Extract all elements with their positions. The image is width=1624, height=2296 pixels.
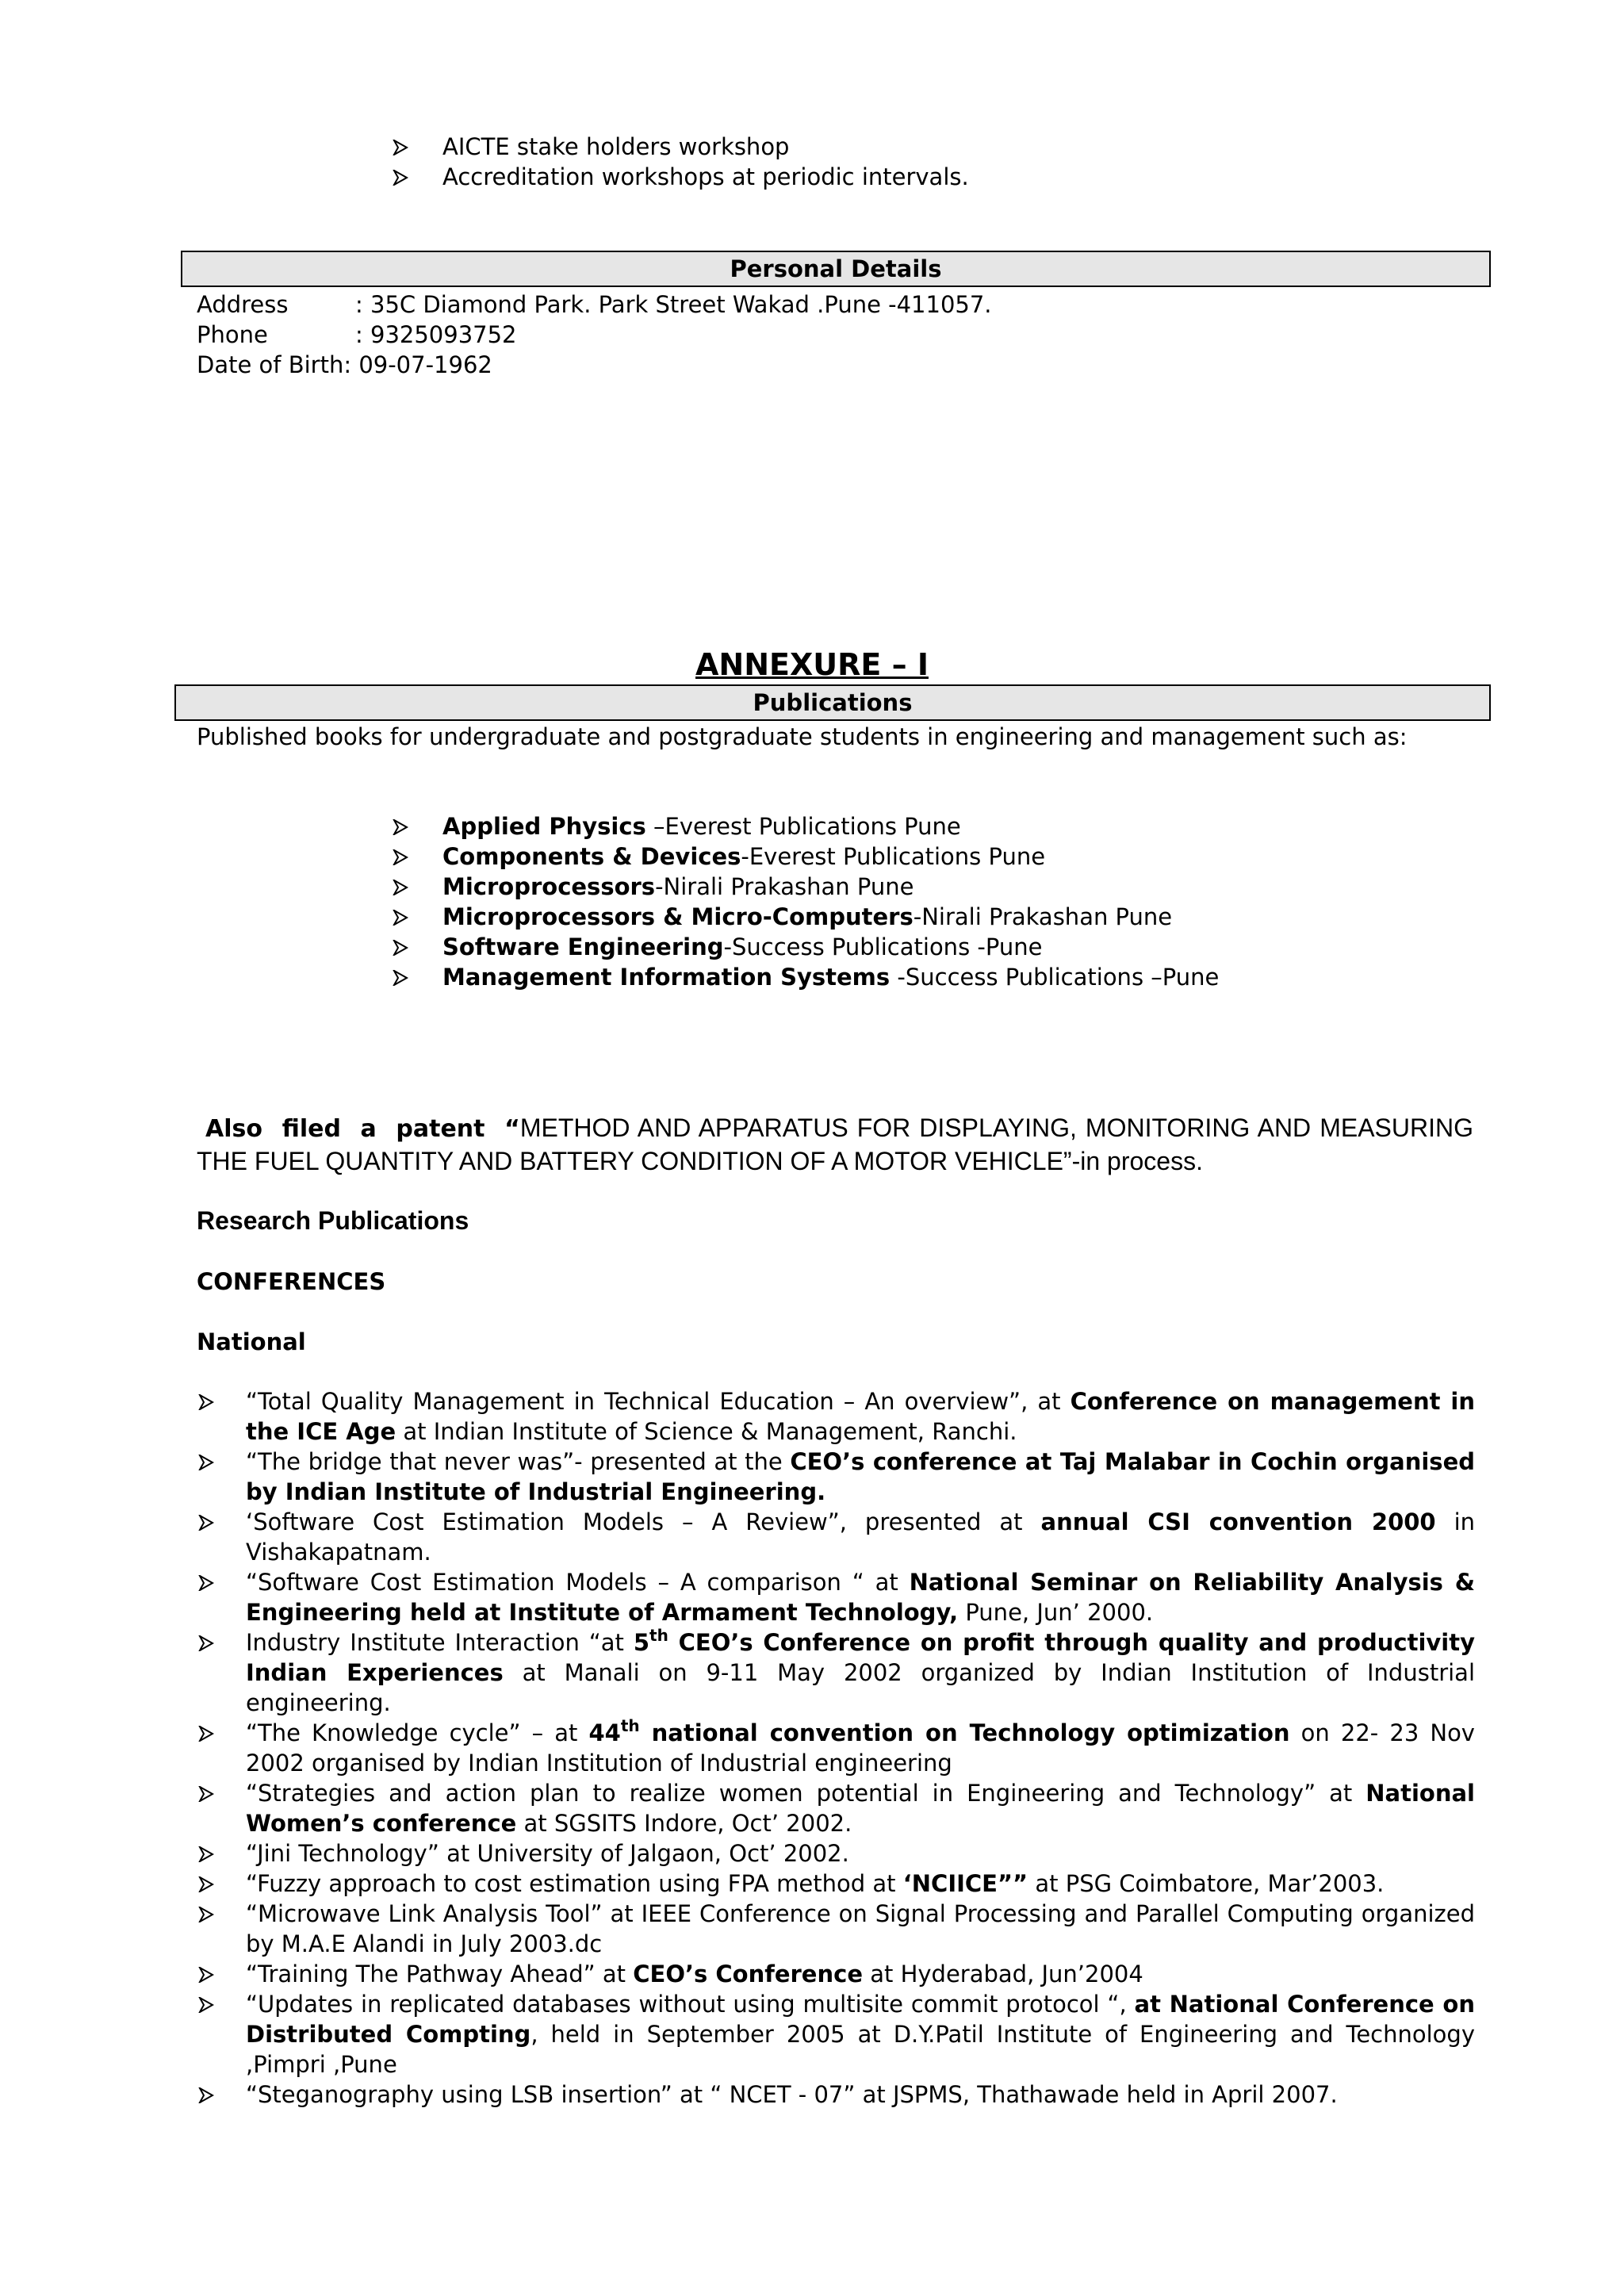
list-item [197, 1778, 1475, 1838]
arrow-bullet-icon [393, 940, 408, 956]
book-list [393, 811, 1503, 992]
arrow-bullet-icon [198, 1635, 214, 1651]
arrow-bullet-icon [198, 1394, 214, 1410]
conf-text: ‘Software Cost Estimation Models – A Review”, presented at [246, 1508, 1041, 1535]
ordinal-suffix: th [620, 1716, 640, 1735]
arrow-bullet-icon [393, 970, 408, 986]
conf-text: at Hyderabad, Jun’2004 [862, 1961, 1143, 1987]
arrow-bullet-icon [198, 1876, 214, 1892]
book-publisher: -Success Publications -Pune [723, 933, 1043, 960]
list-item [197, 1899, 1475, 1959]
annexure-title: ANNEXURE – I [695, 647, 929, 682]
conf-text: “The Knowledge cycle” – at [246, 1719, 589, 1746]
conf-text: , held in September 2005 at D.Y.Patil Institute of Engineering and Technology ,Pimpri ,Pune [246, 2021, 1475, 2078]
list-item [393, 841, 1503, 872]
conf-text: at SGSITS Indore, Oct’ 2002. [516, 1810, 852, 1837]
personal-details-heading: Personal Details [181, 251, 1491, 287]
phone-value: : 9325093752 [355, 321, 517, 348]
list-item [197, 1507, 1475, 1567]
dob-value: Date of Birth: 09-07-1962 [197, 351, 492, 378]
ordinal-suffix: th [649, 1626, 668, 1645]
dob-row [197, 350, 992, 380]
list-item [197, 1869, 1475, 1899]
conference-list [197, 1386, 1475, 2110]
list-item [393, 132, 1503, 162]
book-title: Microprocessors & Micro-Computers [442, 903, 914, 930]
list-item [197, 1959, 1475, 1989]
conf-bold: CEO’s Conference on profit through quality and productivity Indian Experiences [246, 1629, 1476, 1686]
conf-text: “The bridge that never was”- presented at the [246, 1448, 791, 1475]
book-publisher: -Success Publications –Pune [890, 964, 1220, 991]
conf-text: “Strategies and action plan to realize women potential in Engineering and Technology” at [246, 1780, 1366, 1807]
phone-row [197, 320, 992, 350]
conf-bold: ‘NCIICE”” [902, 1870, 1028, 1897]
conf-text: at Indian Institute of Science & Management, Ranchi. [396, 1418, 1017, 1445]
list-item [393, 162, 1503, 192]
conf-text: in Vishakapatnam. [246, 1508, 1476, 1566]
arrow-bullet-icon [198, 1967, 214, 1983]
list-item [393, 902, 1503, 932]
book-publisher: -Nirali Prakashan Pune [655, 873, 914, 900]
arrow-bullet-icon [393, 880, 408, 895]
conf-text: “Steganography using LSB insertion” at “ NCET - 07” at JSPMS, Thathawade held in April 2007. [246, 2081, 1338, 2108]
book-title: Applied Physics [442, 813, 646, 840]
list-item [197, 1447, 1475, 1507]
national-heading: National [197, 1328, 306, 1355]
list-item [197, 1718, 1475, 1778]
conf-text: at Manali on 9-11 May 2002 organized by Indian Institution of Industrial engineering. [246, 1659, 1475, 1716]
address-value: : 35C Diamond Park. Park Street Wakad .Pune -411057. [355, 291, 992, 318]
list-item [197, 1567, 1475, 1627]
conf-text: “Jini Technology” at University of Jalgaon, Oct’ 2002. [246, 1840, 849, 1867]
personal-details [197, 289, 992, 380]
conf-text: “Software Cost Estimation Models – A comparison “ at [246, 1569, 910, 1596]
conf-text: Pune, Jun’ 2000. [958, 1599, 1154, 1626]
book-title: Software Engineering [442, 933, 724, 960]
list-item [393, 872, 1503, 902]
conf-text: “Fuzzy approach to cost estimation using FPA method at [246, 1870, 903, 1897]
conferences-heading: CONFERENCES [197, 1268, 386, 1295]
conf-bold: 44 [588, 1719, 621, 1746]
conf-bold: CEO’s Conference [633, 1961, 863, 1987]
list-item [197, 1838, 1475, 1869]
arrow-bullet-icon [198, 1515, 214, 1531]
conf-bold: Conference on management in the ICE Age [246, 1388, 1475, 1445]
conf-bold: National Seminar on Reliability Analysis & Engineering held at Institute of Armament Technology, [246, 1569, 1475, 1626]
list-item [393, 811, 1503, 841]
conf-bold: national convention on Technology optimization [639, 1719, 1290, 1746]
conf-text: “Microwave Link Analysis Tool” at IEEE Conference on Signal Processing and Parallel Computing organized by M.A.E Alandi in July 2003.dc [246, 1900, 1475, 1957]
arrow-bullet-icon [393, 819, 408, 835]
conf-text: on 22- 23 Nov 2002 organised by Indian Institution of Industrial engineering [246, 1719, 1475, 1777]
publications-intro: Published books for undergraduate and postgraduate students in engineering and management such as: [197, 723, 1408, 750]
arrow-bullet-icon [393, 170, 408, 186]
conf-text: “Updates in replicated databases without using multisite commit protocol “, [246, 1991, 1135, 2018]
conf-bold: at National Conference on Distributed Compting [246, 1991, 1475, 2048]
book-title: Components & Devices [442, 843, 741, 870]
book-publisher: -Nirali Prakashan Pune [913, 903, 1173, 930]
patent-paragraph [197, 1112, 1473, 1177]
conf-bold: CEO’s conference at Taj Malabar in Cochin organised by Indian Institute of Industrial Engineering. [246, 1448, 1475, 1505]
bullet-text: AICTE stake holders workshop [442, 133, 790, 160]
patent-lead: Also filed a patent “ [205, 1115, 520, 1143]
conf-text: at PSG Coimbatore, Mar’2003. [1028, 1870, 1385, 1897]
publications-heading: Publications [174, 684, 1491, 721]
bullet-text: Accreditation workshops at periodic intervals. [442, 163, 969, 190]
list-item [393, 962, 1503, 992]
conf-text: Industry Institute Interaction “at [246, 1629, 634, 1656]
arrow-bullet-icon [198, 1997, 214, 2013]
book-publisher: –Everest Publications Pune [645, 813, 961, 840]
conf-bold: National Women’s conference [246, 1780, 1475, 1837]
research-publications-heading: Research Publications [197, 1206, 469, 1235]
list-item [197, 2079, 1475, 2110]
arrow-bullet-icon [198, 1455, 214, 1470]
conf-bold: 5 [633, 1629, 650, 1656]
arrow-bullet-icon [198, 1575, 214, 1591]
arrow-bullet-icon [393, 140, 408, 155]
address-label: Address [197, 291, 289, 318]
phone-label: Phone [197, 321, 268, 348]
book-title: Management Information Systems [442, 964, 891, 991]
conf-text: “Training The Pathway Ahead” at [246, 1961, 634, 1987]
arrow-bullet-icon [198, 1786, 214, 1802]
list-item [197, 1386, 1475, 1447]
conf-bold: annual CSI convention 2000 [1040, 1508, 1436, 1535]
arrow-bullet-icon [198, 1907, 214, 1922]
arrow-bullet-icon [198, 2087, 214, 2103]
arrow-bullet-icon [198, 1726, 214, 1742]
book-publisher: -Everest Publications Pune [741, 843, 1046, 870]
address-row [197, 289, 992, 320]
list-item [197, 1989, 1475, 2079]
conf-text: “Total Quality Management in Technical Education – An overview”, at [246, 1388, 1071, 1415]
book-title: Microprocessors [442, 873, 656, 900]
top-bullet-list [393, 132, 1503, 192]
arrow-bullet-icon [393, 849, 408, 865]
patent-text: METHOD AND APPARATUS FOR DISPLAYING, MONITORING AND MEASURING THE FUEL QUANTITY AND BATTERY CONDITION OF A MOTOR VEHICLE”-in process. [197, 1114, 1474, 1175]
arrow-bullet-icon [198, 1846, 214, 1862]
arrow-bullet-icon [393, 910, 408, 926]
list-item [393, 932, 1503, 962]
list-item [197, 1627, 1475, 1718]
